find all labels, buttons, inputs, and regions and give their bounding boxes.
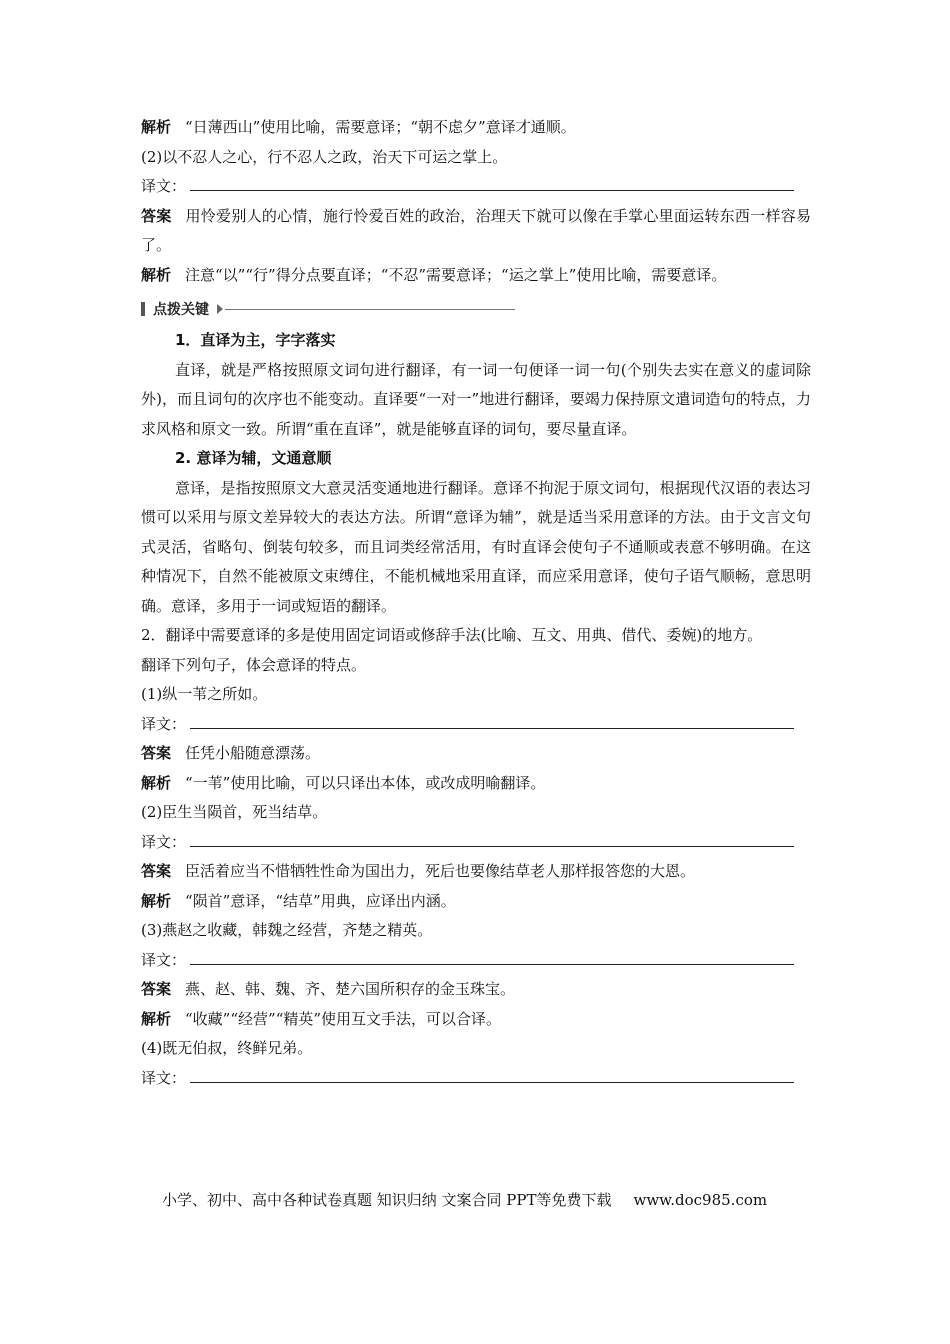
section-title: 点拨关键	[153, 302, 209, 318]
analysis-line	[141, 769, 811, 799]
point-1-body: 直译，就是严格按照原文词句进行翻译，有一词一句便译一词一句(个别失去实在意义的虚词除外)，而且词句的次序也不能变动。直译要“一对一”地进行翻译，要竭力保持原文遣词造句的特点，力求风格和原文一致。所谓“重在直译”，就是能够直译的词句，要尽量直译。	[141, 360, 811, 438]
answer-text: 臣活着应当不惜牺牲性命为国出力，死后也要像结草老人那样报答您的大恩。	[185, 862, 696, 880]
section-rule	[225, 309, 515, 310]
analysis-tag: 解析	[141, 1009, 172, 1028]
question-1: (1)纵一苇之所如。	[141, 685, 268, 703]
answer-line	[141, 202, 811, 261]
translation-line	[141, 828, 811, 858]
translation-label: 译文：	[141, 1068, 187, 1087]
page-footer	[162, 1189, 767, 1210]
part-2-instruction: 翻译下列句子，体会意译的特点。	[141, 655, 367, 674]
point-2-body: 意译，是指按照原文大意灵活变通地进行翻译。意译不拘泥于原文词句，根据现代汉语的表达习惯可以采用与原文差异较大的表达方法。所谓“意译为辅”，就是适当采用意译的方法。由于文言文句式灵活，省略句、倒装句较多，而且词类经常活用，有时直译会使句子不通顺或表意不够明确。在这种情况下，自然不能被原文束缚住，不能机械地采用直译，而应采用意译，使句子语气顺畅，意思明确。意译，多用于一词或短语的翻译。	[141, 478, 811, 615]
analysis-text: “陨首”意译，“结草”用典，应译出内涵。	[185, 891, 456, 910]
answer-text: 任凭小船随意漂荡。	[185, 744, 321, 762]
answer-tag: 答案	[141, 862, 172, 880]
answer-line	[141, 739, 811, 769]
analysis-tag: 解析	[141, 265, 172, 284]
analysis-tag: 解析	[141, 773, 172, 792]
answer-text: 用怜爱别人的心情，施行怜爱百姓的政治，治理天下就可以像在手掌心里面运转东西一样容易了。	[141, 206, 811, 254]
answer-tag: 答案	[141, 206, 172, 225]
translation-label: 译文：	[141, 832, 187, 851]
analysis-line	[141, 113, 811, 143]
translation-blank[interactable]	[190, 172, 794, 191]
analysis-tag: 解析	[141, 118, 172, 136]
question-2: (2)以不忍人之心，行不忍人之政，治天下可运之掌上。	[141, 147, 508, 166]
analysis-text: 注意“以”“行”得分点要直译；“不忍”需要意译；“运之掌上”使用比喻，需要意译。	[185, 265, 727, 284]
analysis-line	[141, 1005, 811, 1035]
part-2-intro: 2．翻译中需要意译的多是使用固定词语或修辞手法(比喻、互文、用典、借代、委婉)的地方。	[141, 626, 763, 644]
analysis-line	[141, 887, 811, 917]
translation-blank[interactable]	[190, 946, 794, 965]
translation-label: 译文：	[141, 714, 187, 733]
footer-text: 小学、初中、高中各种试卷真题 知识归纳 文案合同 PPT等免费下载	[162, 1191, 612, 1209]
translation-blank[interactable]	[190, 710, 794, 729]
section-header	[141, 292, 811, 326]
translation-line	[141, 1064, 811, 1094]
translation-blank[interactable]	[190, 828, 794, 847]
translation-line	[141, 172, 811, 202]
point-2-title: 2. 意译为辅，文通意顺	[175, 449, 332, 467]
footer-url[interactable]: www.doc985.com	[633, 1191, 768, 1209]
answer-line	[141, 857, 811, 887]
analysis-text: “收藏”“经营”“精英”使用互文手法，可以合译。	[185, 1009, 502, 1028]
analysis-text: “一苇”使用比喻，可以只译出本体，或改成明喻翻译。	[185, 773, 546, 792]
document-page	[141, 113, 811, 1093]
section-bar-icon	[141, 302, 145, 316]
analysis-line	[141, 261, 811, 291]
translation-label: 译文：	[141, 950, 187, 969]
answer-text: 燕、赵、韩、魏、齐、楚六国所积存的金玉珠宝。	[185, 980, 516, 998]
translation-line	[141, 710, 811, 740]
question-4: (4)既无伯叔，终鲜兄弟。	[141, 1039, 313, 1057]
question-3: (3)燕赵之收藏，韩魏之经营，齐楚之精英。	[141, 921, 433, 939]
translation-blank[interactable]	[190, 1064, 794, 1083]
triangle-right-icon	[217, 304, 223, 314]
question-2: (2)臣生当陨首，死当结草。	[141, 803, 328, 821]
analysis-text: “日薄西山”使用比喻，需要意译；“朝不虑夕”意译才通顺。	[185, 118, 576, 136]
translation-line	[141, 946, 811, 976]
analysis-tag: 解析	[141, 891, 172, 910]
answer-tag: 答案	[141, 744, 172, 762]
answer-tag: 答案	[141, 980, 172, 998]
translation-label: 译文：	[141, 177, 187, 195]
answer-line	[141, 975, 811, 1005]
point-1-title: 1．直译为主，字字落实	[175, 331, 336, 349]
